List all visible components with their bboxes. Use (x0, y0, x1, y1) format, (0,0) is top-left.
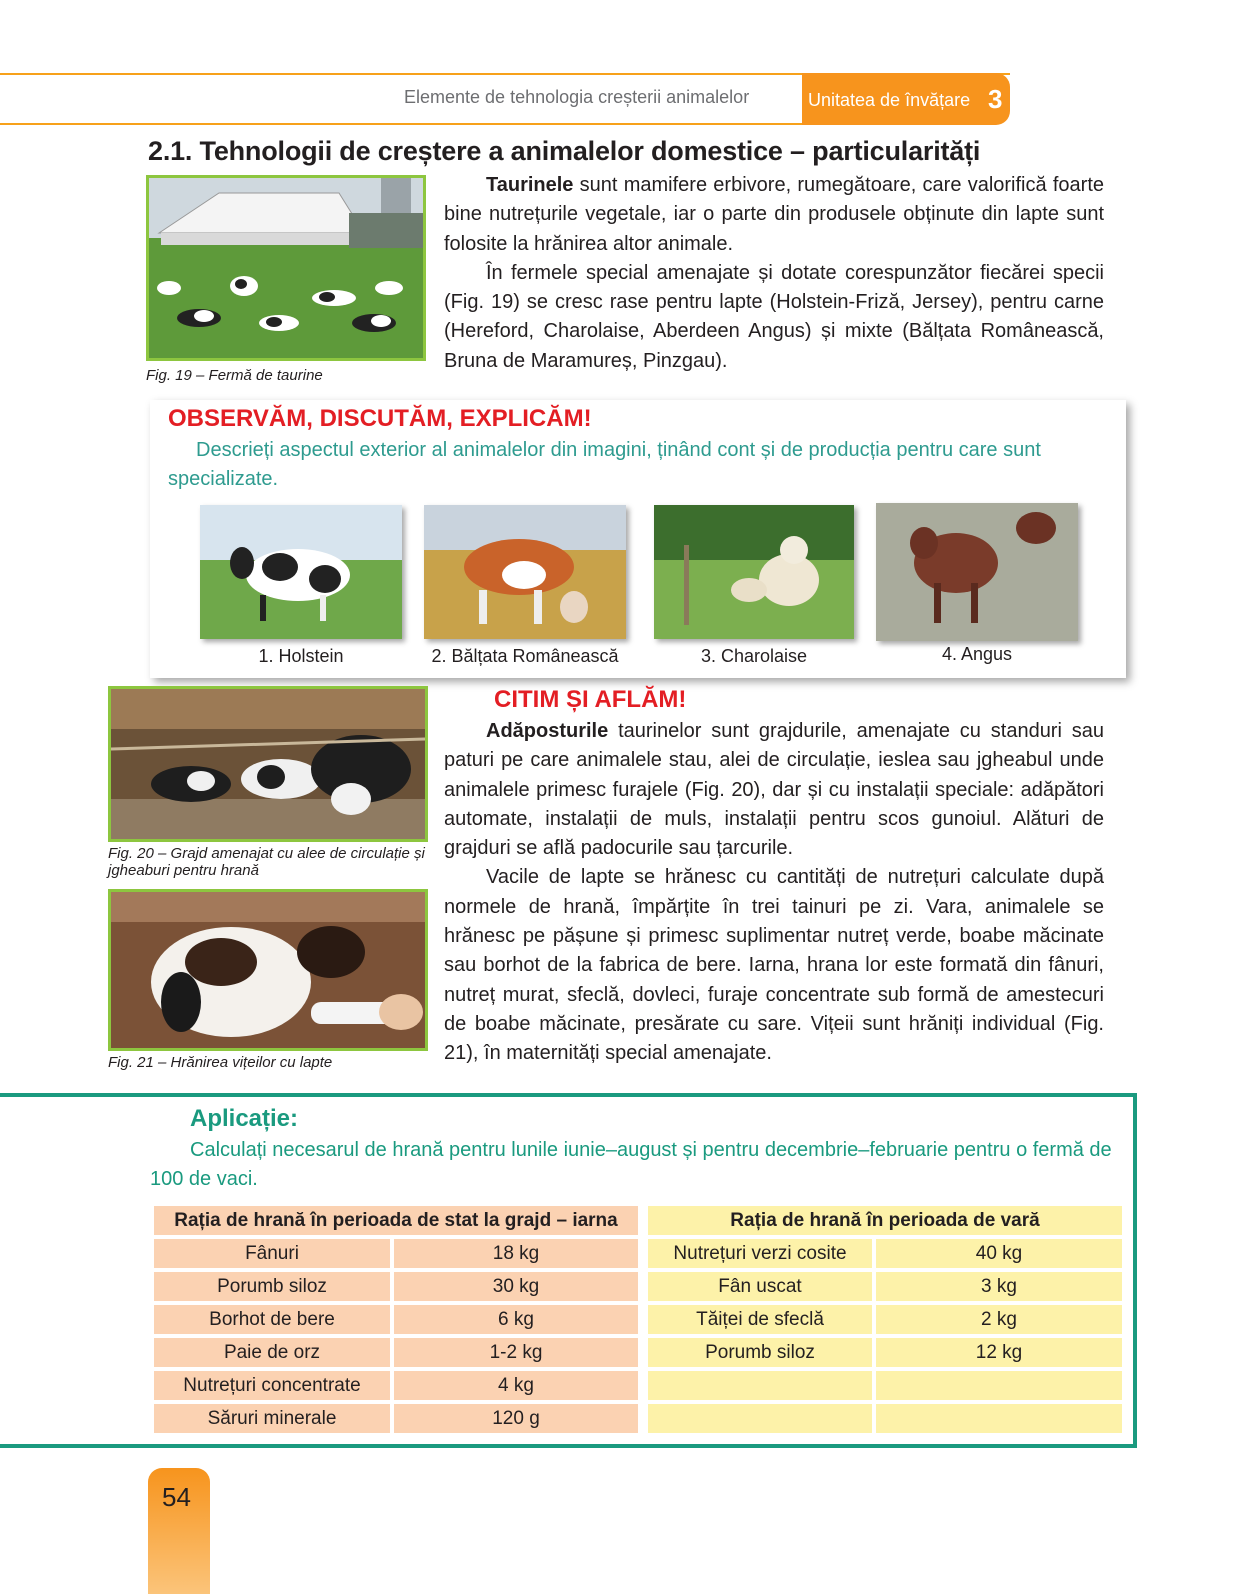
table-row (648, 1371, 1122, 1400)
summer-item: Tăiței de sfeclă (648, 1305, 872, 1334)
breed-photo-angus (876, 503, 1078, 641)
winter-amount: 120 g (394, 1404, 638, 1433)
winter-amount: 6 kg (394, 1305, 638, 1334)
charolaise-image (654, 505, 854, 639)
table-row (648, 1404, 1122, 1433)
table-row (154, 1305, 638, 1334)
breed-label-4: 4. Angus (941, 644, 1013, 664)
winter-item: Borhot de bere (154, 1305, 390, 1334)
intro-paragraph-1 (444, 171, 1104, 259)
summer-amount: 12 kg (876, 1338, 1122, 1367)
aplicatie-title: Aplicație: (190, 1105, 299, 1132)
farm-image (149, 178, 423, 358)
breed-photo-baltata (424, 505, 626, 639)
table-row (154, 1404, 638, 1433)
breed-label-1: 1. Holstein (258, 646, 344, 666)
summer-header-row (648, 1206, 1122, 1235)
breed-photo-charolaise (654, 505, 854, 639)
winter-item: Fânuri (154, 1239, 390, 1268)
chapter-title: Elemente de tehnologia creșterii animalelor (404, 87, 750, 107)
intro-bold-term: Taurinele (486, 174, 574, 196)
winter-header: Rația de hrană în perioada de stat la grajd – iarna (154, 1206, 638, 1235)
holstein-image (200, 505, 402, 639)
summer-amount (876, 1404, 1122, 1433)
summer-item: Porumb siloz (648, 1338, 872, 1367)
table-row (648, 1338, 1122, 1367)
fig19-caption: Fig. 19 – Fermă de taurine (146, 367, 323, 384)
winter-item: Porumb siloz (154, 1272, 390, 1301)
unit-tab (802, 73, 1010, 125)
angus-image (876, 503, 1078, 641)
citim-text (444, 717, 1104, 1069)
breed-label-2: 2. Bălțata Românească (431, 646, 619, 666)
table-row (648, 1305, 1122, 1334)
observam-instruction: Descrieți aspectul exterior al animalelor din imagini, ținând cont și de producția pentru care sunt specializate. (168, 439, 1041, 490)
table-row (154, 1371, 638, 1400)
intro-p2-text: În fermele special amenajate și dotate corespunzător fiecărei specii (Fig. 19) se cresc rase pentru lapte (Holstein-Friză, Jersey), pentru carne (Hereford, Charolaise, Aberdeen Angus) și mixte (Bălțata Românească, Bruna de Maramureș, Pinzgau). (444, 261, 1104, 372)
winter-ration-table (150, 1202, 642, 1437)
summer-amount: 40 kg (876, 1239, 1122, 1268)
citim-paragraph-2 (444, 863, 1104, 1068)
observam-title: OBSERVĂM, DISCUTĂM, EXPLICĂM! (168, 405, 592, 432)
summer-amount: 2 kg (876, 1305, 1122, 1334)
section-title: 2.1. Tehnologii de creștere a animalelor domestice – particularități (148, 136, 981, 166)
barn-image (111, 689, 425, 839)
winter-amount: 30 kg (394, 1272, 638, 1301)
winter-amount: 1-2 kg (394, 1338, 638, 1367)
winter-item: Paie de orz (154, 1338, 390, 1367)
breed-label-3: 3. Charolaise (700, 646, 808, 666)
baltata-image (424, 505, 626, 639)
unit-number: 3 (988, 84, 1003, 114)
fig20-photo (108, 686, 428, 842)
header-rule-bottom (0, 123, 806, 125)
table-row (648, 1239, 1122, 1268)
intro-p1-text: sunt mamifere erbivore, rumegătoare, care valorifică foarte bine nutrețurile vegetale, iar o parte din produsele obținute din lapte sunt folosite la hrănirea altor animale. (444, 174, 1104, 255)
summer-amount: 3 kg (876, 1272, 1122, 1301)
fig21-photo (108, 889, 428, 1051)
winter-amount: 18 kg (394, 1239, 638, 1268)
summer-item (648, 1371, 872, 1400)
page-number: 54 (162, 1482, 191, 1512)
table-row (154, 1338, 638, 1367)
intro-paragraph-2 (444, 259, 1104, 376)
summer-amount (876, 1371, 1122, 1400)
citim-p2-text: Vacile de lapte se hrănesc cu cantități de nutrețuri calculate după normele de hrană, împărțite în trei tainuri pe zi. Vara, animalele se hrănesc pe pășune și primesc suplimentar nutreț verde, boabe măcinate sau borhot de la fabrica de bere. Iarna, hrana lor este formată din fânuri, nutreț murat, sfeclă, dovleci, furaje concentrate sub formă de amestecuri de boabe măcinate, presărate cu sare. Vițeii sunt hrăniți individual (Fig. 21), în maternități special amenajate. (444, 866, 1104, 1065)
unit-label: Unitatea de învățare (808, 90, 971, 110)
breed-photo-holstein (200, 505, 402, 639)
fig20-caption: Fig. 20 – Grajd amenajat cu alee de circulație și jgheaburi pentru hrană (108, 845, 425, 879)
table-row (154, 1239, 638, 1268)
table-row (648, 1272, 1122, 1301)
summer-ration-table (644, 1202, 1126, 1437)
summer-item: Nutrețuri verzi cosite (648, 1239, 872, 1268)
intro-text (444, 171, 1104, 376)
fig19-photo (146, 175, 426, 361)
citim-title: CITIM ȘI AFLĂM! (494, 686, 687, 713)
aplicatie-text (150, 1136, 1124, 1194)
summer-item (648, 1404, 872, 1433)
summer-item: Fân uscat (648, 1272, 872, 1301)
winter-amount: 4 kg (394, 1371, 638, 1400)
fig21-caption: Fig. 21 – Hrănirea vițeilor cu lapte (108, 1054, 333, 1071)
winter-header-row (154, 1206, 638, 1235)
calves-image (111, 892, 425, 1048)
winter-item: Nutrețuri concentrate (154, 1371, 390, 1400)
observam-text (168, 436, 1108, 494)
table-row (154, 1272, 638, 1301)
winter-item: Săruri minerale (154, 1404, 390, 1433)
citim-bold-term: Adăposturile (486, 720, 609, 742)
citim-paragraph-1 (444, 717, 1104, 863)
summer-header: Rația de hrană în perioada de vară (648, 1206, 1122, 1235)
citim-p1-text: taurinelor sunt grajdurile, amenajate cu standuri sau paturi pe care animalele stau, alei de circulație, ieslea sau jgheabul unde animalele primesc furajele (Fig. 20), dar și cu instalații speciale: adăpători automate, instalații de muls, instalații pentru scos gunoiul. Alături de grajduri se află padocurile sau țarcurile. (444, 720, 1104, 860)
aplicatie-instruction: Calculați necesarul de hrană pentru lunile iunie–august și pentru decembrie–februarie pentru o fermă de 100 de vaci. (150, 1139, 1112, 1190)
